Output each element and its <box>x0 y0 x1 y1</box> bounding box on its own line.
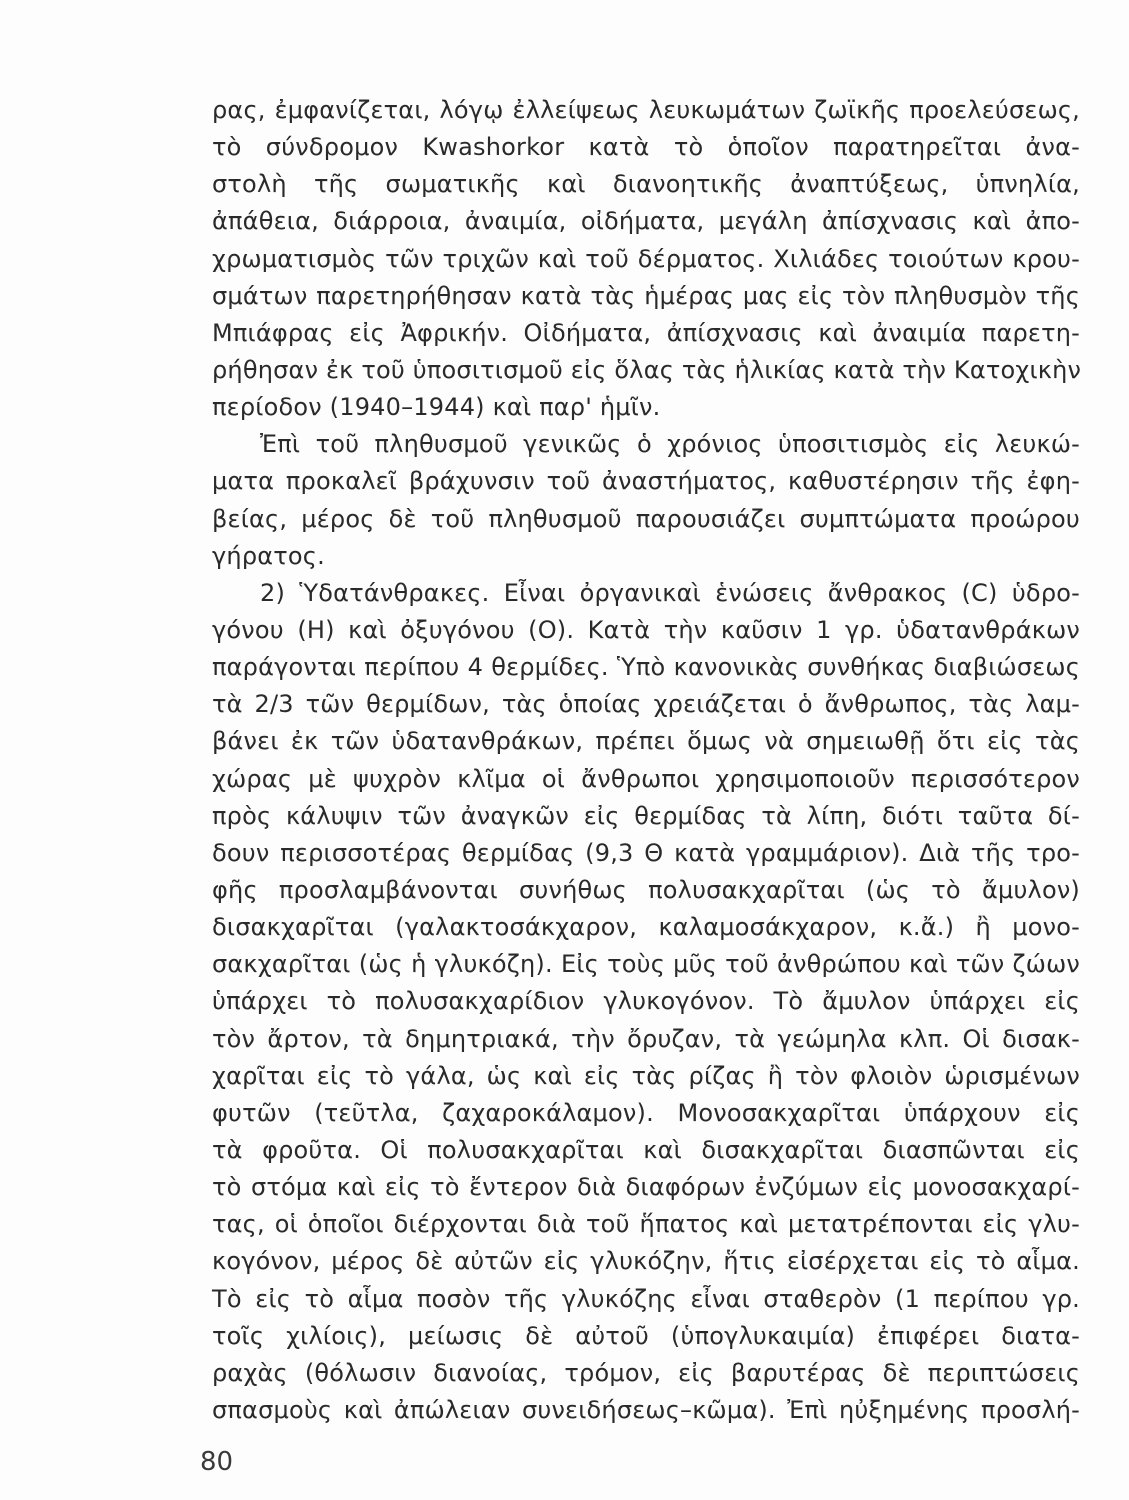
text-line: τὰ 2/3 τῶν θερμίδων, τὰς ὁποίας χρειάζεται ὁ ἄνθρωπος, τὰς λαμ- <box>212 690 1080 719</box>
text-line: κογόνον, μέρος δὲ αὐτῶν εἰς γλυκόζην, ἥτις εἰσέρχεται εἰς τὸ αἷμα. <box>212 1247 1080 1276</box>
text-line: γήρατος. <box>212 541 325 570</box>
text-line: δισακχαρῖται (γαλακτοσάκχαρον, καλαμοσάκχαρον, κ.ἄ.) ἢ μονο- <box>212 913 1080 942</box>
text-line: χώρας μὲ ψυχρὸν κλῖμα οἱ ἄνθρωποι χρησιμοποιοῦν περισσότερον <box>212 764 1080 793</box>
body-text <box>212 92 1080 1429</box>
text-line: φῆς προσλαμβάνονται συνήθως πολυσακχαρῖται (ὡς τὸ ἄμυλον) <box>212 875 1080 904</box>
text-line: ματα προκαλεῖ βράχυνσιν τοῦ ἀναστήματος, καθυστέρησιν τῆς ἐφη- <box>212 467 1080 496</box>
text-line: δουν περισσοτέρας θερμίδας (9,3 Θ κατὰ γραμμάριον). Διὰ τῆς τρο- <box>212 838 1080 867</box>
text-line: ρας, ἐμφανίζεται, λόγῳ ἐλλείψεως λευκωμάτων ζωϊκῆς προελεύσεως, <box>212 96 1080 124</box>
text-line: σπασμοὺς καὶ ἀπώλειαν συνειδήσεως–κῶμα). Ἐπὶ ηὐξημένης προσλή- <box>212 1395 1080 1424</box>
text-line: τὸν ἄρτον, τὰ δημητριακά, τὴν ὄρυζαν, τὰ γεώμηλα κλπ. Οἱ δισακ- <box>212 1024 1080 1053</box>
text-line: σμάτων παρετηρήθησαν κατὰ τὰς ἡμέρας μας εἰς τὸν πληθυσμὸν τῆς <box>212 281 1080 310</box>
text-line: φυτῶν (τεῦτλα, ζαχαροκάλαμον). Μονοσακχαρῖται ὑπάρχουν εἰς <box>212 1098 1080 1127</box>
text-line: βείας, μέρος δὲ τοῦ πληθυσμοῦ παρουσιάζει συμπτώματα προώρου <box>212 504 1080 533</box>
text-line: ἀπάθεια, διάρροια, ἀναιμία, οἰδήματα, μεγάλη ἀπίσχνασις καὶ ἀπο- <box>212 207 1080 236</box>
page-number: 80 <box>200 1447 234 1477</box>
text-line: ρήθησαν ἐκ τοῦ ὑποσιτισμοῦ εἰς ὅλας τὰς ἡλικίας κατὰ τὴν Κατοχικὴν <box>212 355 1082 384</box>
text-line: τὸ στόμα καὶ εἰς τὸ ἔντερον διὰ διαφόρων ἐνζύμων εἰς μονοσακχαρί- <box>212 1173 1080 1202</box>
text-line: παράγονται περίπου 4 θερμίδες. Ὑπὸ κανονικὰς συνθήκας διαβιώσεως <box>212 653 1080 682</box>
text-line: περίοδον (1940–1944) καὶ παρ' ἡμῖν. <box>212 393 661 422</box>
text-line: τὸ σύνδρομον Kwashorkor κατὰ τὸ ὁποῖον παρατηρεῖται ἀνα- <box>212 133 1080 162</box>
text-line: γόνου (H) καὶ ὀξυγόνου (O). Κατὰ τὴν καῦσιν 1 γρ. ὑδατανθράκων <box>212 615 1080 644</box>
text-line: 2) Ὑδατάνθρακες. Εἶναι ὀργανικαὶ ἑνώσεις ἄνθρακος (C) ὑδρο- <box>260 578 1080 607</box>
text-line: τας, οἱ ὁποῖοι διέρχονται διὰ τοῦ ἥπατος καὶ μετατρέπονται εἰς γλυ- <box>212 1210 1080 1239</box>
text-line: σακχαρῖται (ὡς ἡ γλυκόζη). Εἰς τοὺς μῦς τοῦ ἀνθρώπου καὶ τῶν ζώων <box>212 950 1080 979</box>
text-line: Μπιάφρας εἰς Ἀφρικήν. Οἰδήματα, ἀπίσχνασις καὶ ἀναιμία παρετη- <box>212 318 1080 347</box>
text-line: ὑπάρχει τὸ πολυσακχαρίδιον γλυκογόνον. Τὸ ἄμυλον ὑπάρχει εἰς <box>212 987 1080 1016</box>
text-line: χρωματισμὸς τῶν τριχῶν καὶ τοῦ δέρματος. Χιλιάδες τοιούτων κρου- <box>212 244 1080 273</box>
text-line: χαρῖται εἰς τὸ γάλα, ὡς καὶ εἰς τὰς ρίζας ἢ τὸν φλοιὸν ὡρισμένων <box>212 1061 1080 1090</box>
text-line: Τὸ εἰς τὸ αἷμα ποσὸν τῆς γλυκόζης εἶναι σταθερὸν (1 περίπου γρ. <box>212 1284 1080 1313</box>
text-line: τοῖς χιλίοις), μείωσις δὲ αὐτοῦ (ὑπογλυκαιμία) ἐπιφέρει διατα- <box>212 1321 1080 1350</box>
text-line: Ἐπὶ τοῦ πληθυσμοῦ γενικῶς ὁ χρόνιος ὑποσιτισμὸς εἰς λευκώ- <box>260 430 1080 459</box>
text-line: στολὴ τῆς σωματικῆς καὶ διανοητικῆς ἀναπτύξεως, ὑπνηλία, <box>212 170 1080 199</box>
text-line: πρὸς κάλυψιν τῶν ἀναγκῶν εἰς θερμίδας τὰ λίπη, διότι ταῦτα δί- <box>212 801 1080 830</box>
text-line: τὰ φροῦτα. Οἱ πολυσακχαρῖται καὶ δισακχαρῖται διασπῶνται εἰς <box>212 1135 1080 1164</box>
text-line: βάνει ἐκ τῶν ὑδατανθράκων, πρέπει ὅμως νὰ σημειωθῇ ὅτι εἰς τὰς <box>212 727 1080 756</box>
text-line: ραχὰς (θόλωσιν διανοίας, τρόμον, εἰς βαρυτέρας δὲ περιπτώσεις <box>212 1358 1080 1387</box>
